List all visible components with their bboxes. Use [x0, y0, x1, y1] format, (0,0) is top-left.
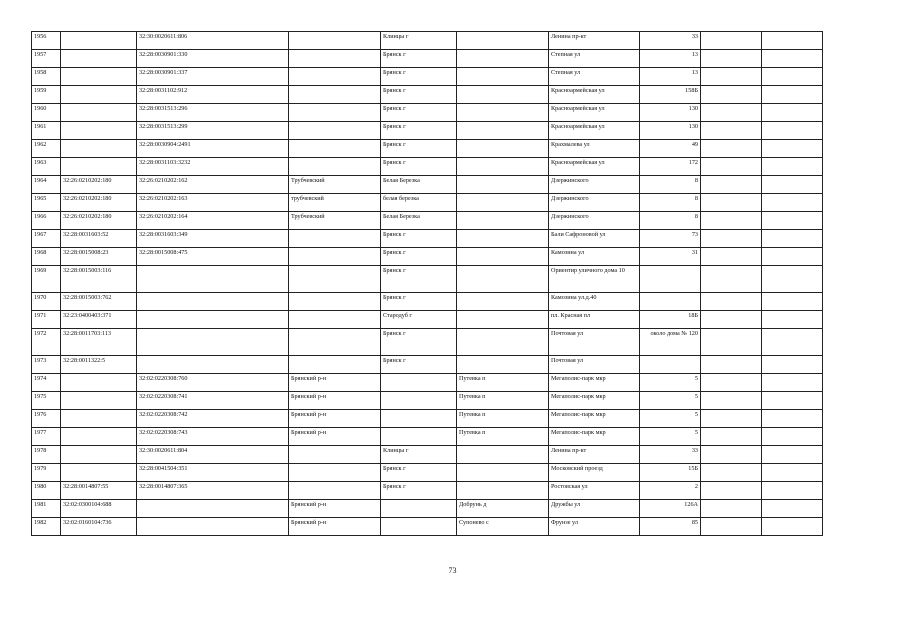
table-cell: [457, 248, 549, 266]
table-cell: 32:02:0300104:688: [61, 500, 137, 518]
table-cell: [762, 482, 823, 500]
table-cell: Путевка п: [457, 374, 549, 392]
table-cell: 32:28:0031513:296: [137, 104, 289, 122]
table-cell: [701, 248, 762, 266]
table-row: [32, 428, 823, 446]
table-cell: [762, 392, 823, 410]
table-cell: Брянск г: [381, 230, 457, 248]
table-cell: [289, 140, 381, 158]
table-cell: 1968: [32, 248, 61, 266]
table-cell: 73: [640, 230, 701, 248]
table-cell: Почтовая ул: [549, 329, 640, 356]
table-cell: Бали Сафроновой ул: [549, 230, 640, 248]
table-row: [32, 68, 823, 86]
table-cell: Добрунь д: [457, 500, 549, 518]
table-cell: 1957: [32, 50, 61, 68]
table-cell: [762, 311, 823, 329]
table-cell: 1982: [32, 518, 61, 536]
table-cell: [289, 32, 381, 50]
table-cell: [457, 86, 549, 104]
table-cell: 32:02:0220308:742: [137, 410, 289, 428]
table-cell: Брянск г: [381, 50, 457, 68]
table-cell: [457, 266, 549, 293]
table-row: [32, 293, 823, 311]
table-cell: [701, 392, 762, 410]
table-cell: [762, 176, 823, 194]
table-cell: [762, 500, 823, 518]
table-cell: [61, 158, 137, 176]
table-cell: 32:28:0030901:337: [137, 68, 289, 86]
table-cell: [381, 374, 457, 392]
table-cell: 1970: [32, 293, 61, 311]
table-cell: [762, 446, 823, 464]
table-cell: [701, 293, 762, 311]
table-cell: [701, 428, 762, 446]
table-cell: [137, 356, 289, 374]
table-cell: 1959: [32, 86, 61, 104]
table-cell: 32:28:0011703:113: [61, 329, 137, 356]
table-cell: Брянск г: [381, 104, 457, 122]
table-cell: 1972: [32, 329, 61, 356]
table-cell: [289, 68, 381, 86]
table-cell: Брянский р-н: [289, 518, 381, 536]
table-cell: 1964: [32, 176, 61, 194]
table-cell: 5: [640, 392, 701, 410]
table-cell: [61, 446, 137, 464]
table-cell: [457, 482, 549, 500]
table-cell: [289, 122, 381, 140]
table-cell: [701, 86, 762, 104]
table-cell: Дзержинского: [549, 194, 640, 212]
table-cell: 15Б: [640, 464, 701, 482]
table-cell: 1977: [32, 428, 61, 446]
table-cell: Брянск г: [381, 122, 457, 140]
table-row: [32, 311, 823, 329]
table-cell: 32:26:0210202:162: [137, 176, 289, 194]
table-cell: [61, 50, 137, 68]
table-cell: [61, 410, 137, 428]
table-cell: Красноармейская ул: [549, 104, 640, 122]
table-cell: [640, 293, 701, 311]
table-cell: [61, 32, 137, 50]
table-cell: 8: [640, 194, 701, 212]
table-cell: Ориентир уличного дома 10: [549, 266, 640, 293]
table-cell: 5: [640, 410, 701, 428]
table-cell: 1958: [32, 68, 61, 86]
table-cell: [289, 356, 381, 374]
table-cell: [289, 158, 381, 176]
table-row: [32, 248, 823, 266]
table-cell: 1981: [32, 500, 61, 518]
table-cell: 1971: [32, 311, 61, 329]
table-cell: Брянск г: [381, 68, 457, 86]
table-cell: [701, 410, 762, 428]
table-cell: 2: [640, 482, 701, 500]
table-cell: [137, 518, 289, 536]
table-cell: 32:28:0030901:330: [137, 50, 289, 68]
table-cell: Брянск г: [381, 464, 457, 482]
table-row: [32, 32, 823, 50]
table-cell: [762, 410, 823, 428]
table-cell: 32:28:0014807:365: [137, 482, 289, 500]
table-cell: Мегаполис-парк мкр: [549, 392, 640, 410]
table-cell: [457, 122, 549, 140]
table-cell: [457, 140, 549, 158]
table-cell: 1962: [32, 140, 61, 158]
table-cell: 32:02:0160104:736: [61, 518, 137, 536]
table-cell: [137, 293, 289, 311]
table-cell: [701, 311, 762, 329]
table-row: [32, 374, 823, 392]
table-cell: [289, 482, 381, 500]
table-cell: [457, 104, 549, 122]
table-cell: [762, 32, 823, 50]
table-cell: [762, 374, 823, 392]
table-cell: 1956: [32, 32, 61, 50]
table-cell: 1960: [32, 104, 61, 122]
table-cell: около дома № 120: [640, 329, 701, 356]
table-cell: Брянский р-н: [289, 392, 381, 410]
table-cell: 32:30:0020611:804: [137, 446, 289, 464]
table-cell: [289, 446, 381, 464]
table-row: [32, 464, 823, 482]
table-cell: Белая Березка: [381, 176, 457, 194]
table-cell: Камозина ул: [549, 248, 640, 266]
table-cell: [701, 464, 762, 482]
table-cell: [61, 68, 137, 86]
table-cell: Брянский р-н: [289, 428, 381, 446]
table-cell: 33: [640, 32, 701, 50]
table-cell: [640, 356, 701, 374]
table-cell: Брянск г: [381, 356, 457, 374]
table-cell: белая березка: [381, 194, 457, 212]
table-cell: 32:28:0011322:5: [61, 356, 137, 374]
table-cell: 158Б: [640, 86, 701, 104]
table-cell: [137, 266, 289, 293]
table-row: [32, 500, 823, 518]
table-cell: Степная ул: [549, 68, 640, 86]
table-cell: [61, 428, 137, 446]
table-row: [32, 122, 823, 140]
table-cell: Брянск г: [381, 266, 457, 293]
table-cell: 1966: [32, 212, 61, 230]
table-cell: [289, 266, 381, 293]
table-cell: [701, 482, 762, 500]
table-cell: [457, 230, 549, 248]
table-cell: [381, 518, 457, 536]
table-cell: [701, 32, 762, 50]
table-cell: 31: [640, 248, 701, 266]
table-cell: [289, 50, 381, 68]
table-cell: Ростовская ул: [549, 482, 640, 500]
table-cell: [701, 212, 762, 230]
table-cell: [289, 230, 381, 248]
table-cell: 33: [640, 446, 701, 464]
table-cell: 32:28:0030904:2491: [137, 140, 289, 158]
table-cell: 32:02:0220308:741: [137, 392, 289, 410]
table-cell: [701, 356, 762, 374]
table-cell: [457, 446, 549, 464]
records-table: [31, 31, 823, 536]
table-cell: 32:28:0015003:762: [61, 293, 137, 311]
table-cell: Красноармейская ул: [549, 86, 640, 104]
table-cell: 5: [640, 374, 701, 392]
table-cell: Брянск г: [381, 158, 457, 176]
table-cell: 8: [640, 176, 701, 194]
table-cell: [701, 518, 762, 536]
table-cell: [137, 500, 289, 518]
table-cell: [762, 266, 823, 293]
table-cell: [762, 104, 823, 122]
table-cell: 32:28:0031603:52: [61, 230, 137, 248]
table-cell: [762, 230, 823, 248]
table-row: [32, 176, 823, 194]
table-row: [32, 356, 823, 374]
table-cell: [457, 329, 549, 356]
table-cell: [762, 356, 823, 374]
table-cell: 32:28:0031513:299: [137, 122, 289, 140]
table-cell: Камозина ул.д.40: [549, 293, 640, 311]
table-cell: 32:28:0015003:116: [61, 266, 137, 293]
table-cell: 85: [640, 518, 701, 536]
table-cell: Дружбы ул: [549, 500, 640, 518]
table-cell: 32:23:0400403:371: [61, 311, 137, 329]
table-cell: [701, 374, 762, 392]
table-cell: [457, 311, 549, 329]
table-cell: Стародуб г: [381, 311, 457, 329]
table-cell: [137, 311, 289, 329]
table-cell: Ленина пр-кт: [549, 446, 640, 464]
table-cell: [289, 311, 381, 329]
table-cell: [61, 374, 137, 392]
table-cell: 1965: [32, 194, 61, 212]
table-cell: 32:26:0210202:180: [61, 212, 137, 230]
table-cell: 32:30:0020611:806: [137, 32, 289, 50]
table-row: [32, 230, 823, 248]
table-cell: [289, 104, 381, 122]
table-cell: Путевка п: [457, 392, 549, 410]
table-cell: [289, 293, 381, 311]
table-cell: 126А: [640, 500, 701, 518]
table-cell: 32:26:0210202:180: [61, 194, 137, 212]
table-cell: Брянск г: [381, 140, 457, 158]
table-cell: Клинцы г: [381, 32, 457, 50]
table-cell: [289, 464, 381, 482]
table-cell: 49: [640, 140, 701, 158]
table-cell: Клинцы г: [381, 446, 457, 464]
table-cell: [762, 428, 823, 446]
table-cell: Мегаполис-парк мкр: [549, 374, 640, 392]
table-cell: [762, 158, 823, 176]
table-cell: Мегаполис-парк мкр: [549, 428, 640, 446]
table-cell: [381, 410, 457, 428]
table-cell: [701, 230, 762, 248]
table-cell: [762, 50, 823, 68]
table-cell: 32:28:0031102:912: [137, 86, 289, 104]
table-row: [32, 266, 823, 293]
table-cell: 32:02:0220308:760: [137, 374, 289, 392]
table-cell: [457, 50, 549, 68]
table-cell: 32:28:0031603:349: [137, 230, 289, 248]
table-cell: 1961: [32, 122, 61, 140]
table-cell: [762, 194, 823, 212]
table-cell: 1963: [32, 158, 61, 176]
table-cell: [762, 518, 823, 536]
table-cell: 1976: [32, 410, 61, 428]
table-cell: [381, 500, 457, 518]
table-cell: Брянск г: [381, 293, 457, 311]
table-cell: [701, 266, 762, 293]
table-cell: пл. Красная пл: [549, 311, 640, 329]
table-cell: [457, 212, 549, 230]
table-row: [32, 518, 823, 536]
table-cell: 32:26:0210202:164: [137, 212, 289, 230]
table-cell: 32:28:0015008:475: [137, 248, 289, 266]
table-cell: Брянск г: [381, 329, 457, 356]
table-row: [32, 392, 823, 410]
page-number: 73: [448, 566, 457, 575]
table-cell: [457, 158, 549, 176]
table-row: [32, 158, 823, 176]
table-cell: [701, 50, 762, 68]
table-cell: 32:02:0220308:743: [137, 428, 289, 446]
table-cell: Крахмалева ул: [549, 140, 640, 158]
table-cell: 1967: [32, 230, 61, 248]
table-cell: 8: [640, 212, 701, 230]
table-row: [32, 410, 823, 428]
table-cell: Брянск г: [381, 248, 457, 266]
table-cell: [457, 176, 549, 194]
table-cell: Почтовая ул: [549, 356, 640, 374]
table-cell: 5: [640, 428, 701, 446]
table-cell: 130: [640, 122, 701, 140]
table-cell: [762, 86, 823, 104]
table-cell: Путевка п: [457, 428, 549, 446]
table-cell: [762, 329, 823, 356]
table-row: [32, 212, 823, 230]
table-cell: Брянский р-н: [289, 410, 381, 428]
table-cell: Трубчевский: [289, 212, 381, 230]
table-cell: 13: [640, 50, 701, 68]
table-cell: [701, 122, 762, 140]
table-cell: Степная ул: [549, 50, 640, 68]
table-row: [32, 482, 823, 500]
table-cell: [457, 194, 549, 212]
table-row: [32, 140, 823, 158]
table-cell: 1969: [32, 266, 61, 293]
table-cell: [701, 68, 762, 86]
table-cell: Московский проезд: [549, 464, 640, 482]
table-cell: 1978: [32, 446, 61, 464]
table-cell: [701, 140, 762, 158]
table-cell: Дзержинского: [549, 212, 640, 230]
table-cell: [457, 293, 549, 311]
table-cell: Брянск г: [381, 86, 457, 104]
table-cell: [701, 104, 762, 122]
table-cell: [701, 329, 762, 356]
table-row: [32, 329, 823, 356]
table-cell: Брянский р-н: [289, 500, 381, 518]
table-row: [32, 446, 823, 464]
table-cell: [701, 176, 762, 194]
table-cell: [457, 68, 549, 86]
table-cell: Трубчевский: [289, 176, 381, 194]
table-cell: 32:28:0015008:23: [61, 248, 137, 266]
table-cell: [289, 86, 381, 104]
table-cell: трубчевский: [289, 194, 381, 212]
table-cell: [289, 329, 381, 356]
table-cell: 1973: [32, 356, 61, 374]
table-row: [32, 194, 823, 212]
table-cell: 1980: [32, 482, 61, 500]
table-cell: Путевка п: [457, 410, 549, 428]
table-cell: 32:26:0210202:163: [137, 194, 289, 212]
table-cell: [762, 212, 823, 230]
table-cell: [762, 68, 823, 86]
table-cell: 32:28:0041504:351: [137, 464, 289, 482]
table-cell: [61, 392, 137, 410]
table-cell: 32:28:0031103:3232: [137, 158, 289, 176]
table-cell: Дзержинского: [549, 176, 640, 194]
table-cell: Мегаполис-парк мкр: [549, 410, 640, 428]
table-cell: Ленина пр-кт: [549, 32, 640, 50]
table-cell: [457, 356, 549, 374]
table-cell: 1979: [32, 464, 61, 482]
table-cell: [701, 158, 762, 176]
table-cell: 130: [640, 104, 701, 122]
table-cell: 18Б: [640, 311, 701, 329]
table-cell: [381, 428, 457, 446]
table-cell: [289, 248, 381, 266]
table-cell: Фрунзе ул: [549, 518, 640, 536]
table-cell: [701, 446, 762, 464]
table-row: [32, 50, 823, 68]
table-cell: [762, 464, 823, 482]
table-cell: [762, 293, 823, 311]
table-cell: Супонево с: [457, 518, 549, 536]
table-cell: [762, 140, 823, 158]
table-cell: [61, 464, 137, 482]
table-cell: [457, 32, 549, 50]
table-cell: [61, 122, 137, 140]
table-cell: [381, 392, 457, 410]
table-row: [32, 86, 823, 104]
table-cell: 1974: [32, 374, 61, 392]
table-cell: [762, 248, 823, 266]
table-cell: [640, 266, 701, 293]
table-cell: 32:26:0210202:180: [61, 176, 137, 194]
table-cell: 13: [640, 68, 701, 86]
table-cell: [457, 464, 549, 482]
table-cell: Красноармейская ул: [549, 158, 640, 176]
table-cell: [61, 86, 137, 104]
table-cell: Брянский р-н: [289, 374, 381, 392]
table-cell: 172: [640, 158, 701, 176]
table-cell: Брянск г: [381, 482, 457, 500]
table-cell: Красноармейская ул: [549, 122, 640, 140]
table-cell: [137, 329, 289, 356]
table-cell: [701, 500, 762, 518]
table-cell: [61, 104, 137, 122]
table-cell: Белая Березка: [381, 212, 457, 230]
table-cell: [701, 194, 762, 212]
table-cell: [61, 140, 137, 158]
table-cell: [762, 122, 823, 140]
table-cell: 1975: [32, 392, 61, 410]
table-cell: 32:28:0014807:55: [61, 482, 137, 500]
table-row: [32, 104, 823, 122]
